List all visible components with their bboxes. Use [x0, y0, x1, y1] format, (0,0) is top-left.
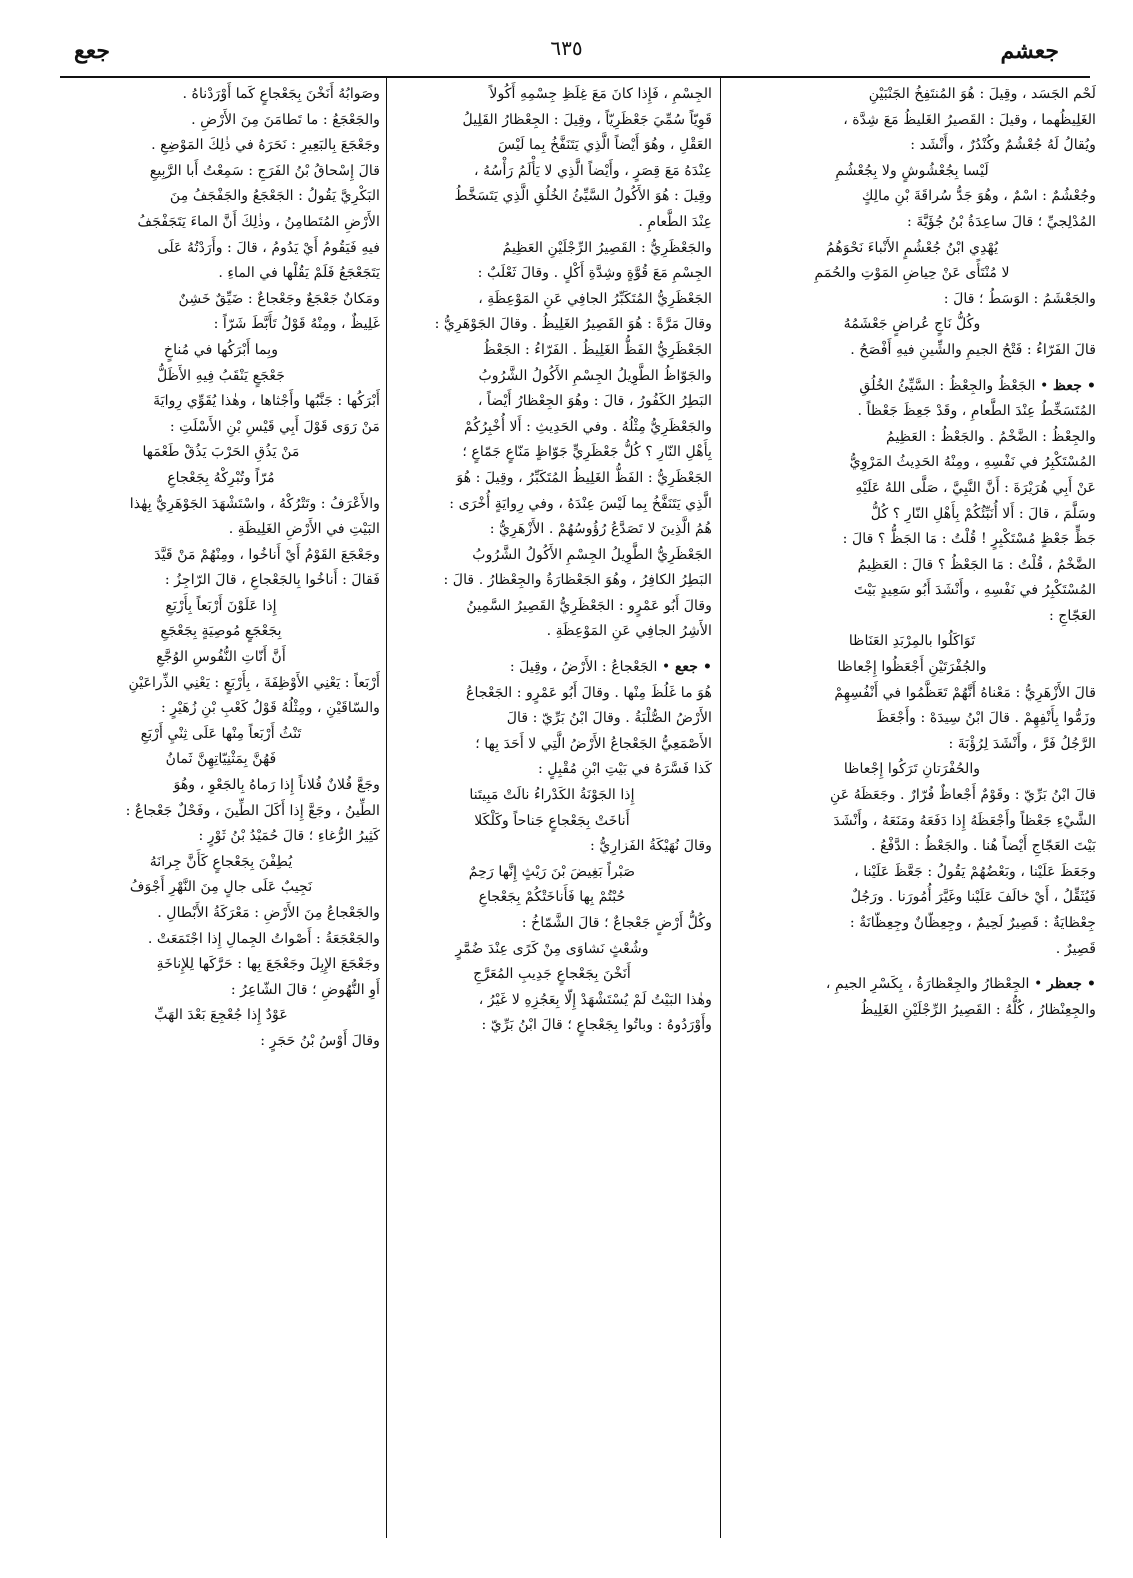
text-line: البَطِرُ الكافِرُ ، وهُوَ الجَعْظارَةُ والجِعْظارُ . قالَ : [443, 572, 712, 589]
text-line: الأَشِرُ الجافِي عَنِ المَوْعِظَةِ . [546, 623, 712, 640]
verse-line: صَبْراً بَغِيضَ بْنَ رَيْثٍ إِنَّها رَحِمٌ [468, 863, 636, 880]
text-line: فَيُثَقِّلُ ، أَيْ خالَفَ عَلَيْنا وغَيَّرَ أُمُورَنا . ورَجُلٌ [850, 889, 1096, 906]
text-line: يَتَجَعْجَعُ فَلَمْ يَقُلْها في الماءِ . [218, 265, 380, 282]
right-column [728, 82, 1096, 1538]
text-line: والجَوّاظُ الطَّوِيلُ الجِسْمِ الأَكُولُ الشَّرُوبُ [478, 367, 712, 384]
verse-line: وشُعْثٍ نَشاوَى مِنْ كَرًى عِنْدَ ضُمَّرٍ [455, 940, 649, 957]
text-line: وهٰذا البَيْتُ لَمْ يُسْتَشْهَدْ إِلّا بِعَجُزِهِ لا غَيْرُ ، [478, 991, 712, 1008]
text-line: قَوِيّاً سُمِّيَ جَعْظَرِيّاً ، وقِيلَ : الجِعْظارُ القَلِيلُ [462, 111, 712, 128]
verse-line: يُهْدِي ابْنُ جُعْشُمٍ الأَنْباءَ نَحْوَهُمُ [825, 239, 999, 256]
text-line: قالَ إِسْحاقُ بْنُ الفَرَجِ : سَمِعْتُ أَبا الرَّبِيعِ [149, 162, 380, 179]
verse-line: أَنَّ أَنّاتِ النُّفُوسِ الوُجَّعِ [156, 649, 286, 666]
text-line: الَّذِي يَتَنَفَّخُ بِما لَيْسَ عِنْدَهُ ، وفي رِوايَةٍ أُخْرَى : [449, 495, 712, 512]
column-divider [720, 78, 721, 1538]
verse-line: والحُفْرَتانِ تَرَكُوا إِجْعاظا [843, 761, 981, 778]
text-line: الأَرْضُ الصُّلْبَةُ . وقالَ ابْنُ بَرِّيّ : قالَ [506, 710, 712, 727]
text-line: وكُلُّ أَرْضٍ جَعْجاعٌ ؛ قالَ الشَّمّاخُ : [521, 915, 712, 931]
text-line: وأَوْرَدُوهُ : وباتُوا بِجَعْجاعٍ ؛ قالَ ابْنُ بَرِّيّ : [481, 1017, 712, 1034]
verse-line: إِذا الجَوْنَةُ الكَدْراءُ نالَتْ مَبِيتَنا [469, 787, 635, 804]
entry-bullet: • [697, 659, 712, 676]
text-line: هُمُ الَّذِينَ لا تَصَدَّعُ رُؤُوسُهُمْ . الأَزْهَرِيُّ : [489, 521, 712, 538]
text-line: الجَعْظَرِيُّ الطَّوِيلُ الجِسْمِ الأَكُولُ الشَّرُوبُ [472, 546, 712, 563]
text-line: وجَعَّ فُلانٌ فُلاناً إِذا رَماهُ بِالجَعْوِ ، وهُوَ [173, 777, 380, 794]
text-line: العَجّاجِ : [1048, 607, 1096, 624]
text-line: أَبْرَكُها : جَنَّبُها وأَجْثاها ، وهٰذا يُقَوِّي رِوايَةَ [153, 393, 380, 410]
text-line: الطِّينُ ، وجَعَّ إِذا أَكَلَ الطِّينَ ، وفَحْلٌ جَعْجاعٌ : [125, 802, 380, 819]
text-line: البَيْتِ في الأَرْضِ الغَلِيظَةِ . [228, 521, 380, 538]
entry-heading-line [392, 655, 712, 681]
text-line: وقالَ أَبُو عَمْرٍو : الجَعْظَرِيُّ القَصِيرُ السَّمِينُ [466, 597, 712, 614]
text-line: والجِعِنْظارُ ، كُلُّهُ : القَصِيرُ الرِّجْلَيْنِ الغَلِيظُ [860, 1001, 1096, 1018]
entry-text: الجَعْظُ والجِعْظُ : السَّيِّئُ الخُلُقِ [859, 377, 1036, 394]
text-line: جِعْظايَةٌ : قَصِيرٌ لَحِيمٌ ، وجِعِظّانٌ وجِعِظّانَةٌ : [849, 915, 1096, 931]
text-line: وصَوابُهُ أَنَخْنَ بِجَعْجاعٍ كَما أَوْرَدْناهُ . [182, 86, 380, 102]
verse-line: لا مُنْتَأًى عَنْ حِياضِ المَوْتِ والحُمَمِ [814, 265, 1010, 282]
text-line: الجِسْمِ ، فَإِذا كانَ مَعَ غِلَظِ جِسْمِهِ أَكُولاً [489, 86, 712, 102]
verse-line: يُطِفْنَ بِجَعْجاعٍ كَأَنَّ جِرانَهُ [149, 853, 293, 870]
headword-separator: • [1029, 976, 1047, 993]
text-line: البَطِرُ الكَفُورُ ، قالَ : وهُوَ الجِعْظارُ أَيْضاً ، [477, 393, 712, 410]
text-line: والجِعْظُ : الضَّخْمُ . والجَعْظُ : العَظِيمُ [886, 428, 1096, 445]
text-line: عِنْدَهُ مَعَ قِصَرٍ ، وأَيْضاً الَّذِي لا يَأْلَمُ رَأْسُهُ ، [473, 162, 712, 179]
text-line: الجِسْمِ مَعَ قُوَّةٍ وشِدَّةِ أَكْلٍ . وقالَ ثَعْلَبٌ : [477, 265, 712, 282]
header-rule [60, 76, 1090, 78]
text-line: الأَصْمَعِيُّ الجَعْجاعُ الأَرْضُ الَّتِي لا أَحَدَ بِها ؛ [475, 735, 712, 752]
text-line: بَيْتَ العَجّاجِ أَيْضاً هُنا . والجَعْظُ : الدَّفْعُ . [870, 838, 1096, 855]
entry-heading-line [728, 972, 1096, 998]
text-line: كَثِيرُ الرُّغاءِ ؛ قالَ حُمَيْدُ بْنُ ثَوْرٍ : [198, 828, 380, 845]
text-line: والجَعْشَمُ : الوَسَطُ ؛ قالَ : [943, 290, 1096, 307]
text-line: الجَعْظَرِيُّ الفَظُّ الغَلِيظُ . الفَرّاءُ : الجَعْظُ [482, 341, 712, 358]
text-line: فيهِ فَيَقُومُ أَيْ يَدُومُ ، قالَ : وأَرَدْتُهُ عَلَى [157, 239, 380, 256]
text-line: الغَلِيظُهما ، وقيلَ : القَصيرُ الغَليظُ مَعَ شِدَّة ، [843, 111, 1096, 128]
text-line: وسَلَّمَ ، قالَ : أَلا أُنَبِّئُكُمْ بِأَهْلِ النّارِ ؟ كُلُّ [870, 505, 1096, 522]
text-line: فَقالَ : أَناخُوا بِالجَعْجاعِ ، قالَ الرّاجِزُ : [164, 572, 380, 589]
text-line: المُسْتَكْبِرُ في نَفْسِهِ ، وأَنْشَدَ أَبُو سَعِيدٍ بَيْتَ [853, 582, 1096, 599]
headword-separator: • [657, 659, 675, 676]
text-line: والسّاقَيْنِ ، ومِثْلُهُ قَوْلُ كَعْبِ بْنِ زُهَيْرٍ : [160, 700, 380, 717]
text-line: غَلِيظٌ ، ومِنْهُ قَوْلُ تَأَبَّطَ شَرّاً : [213, 316, 380, 333]
middle-column [392, 82, 712, 1538]
text-line: وزَمُّوا بِأَنْفِهِمْ . قالَ ابْنُ سِيدَهْ : وأَجْعَظَ [876, 710, 1096, 727]
verse-line: عَوْدٌ إِذا جُعْجِعَ بَعْدَ الهَبِّ [154, 1007, 288, 1024]
text-line: عِنْدَ الطَّعامِ . [638, 213, 712, 230]
header-right-word: جعشم [1000, 38, 1059, 64]
text-line: عَنْ أَبِي هُرَيْرَةَ : أَنَّ النَّبِيَّ ، صَلَّى اللهُ عَلَيْهِ [855, 479, 1096, 496]
text-line: وجَعْجَعَ الإِبِلَ وجَعْجَعَ بِها : حَرَّكَها لِلإِناخَةِ [156, 956, 380, 973]
text-line: الأَرْضِ المُتَطامِنُ ، وذٰلِكَ أَنَّ الماءَ يَتَجَفْجَفُ [137, 213, 380, 230]
entry-text: الجَعْجاعُ : الأَرْضُ ، وقِيلَ : [509, 659, 658, 676]
entry-bullet: • [1081, 377, 1096, 394]
text-line: مَنْ رَوَى قَوْلَ أَبِي قَيْسِ بْنِ الأَسْلَتِ : [169, 418, 380, 435]
verse-line: فَهُنَّ بِمَثْنِيّاتِهِنَّ ثَمانُ [165, 751, 277, 768]
verse-line: والجُفْرَتَيْنِ أَجْعَظُوا إِجْعاظا [837, 659, 987, 676]
text-line: والأَعْرَفُ : وتَتْرُكْهُ ، واسْتَشْهَدَ الجَوْهَرِيُّ بِهٰذا [129, 495, 380, 512]
text-line: والجَعْجاعُ مِنَ الأَرْضِ : مَعْرَكَةُ الأَبْطالِ . [157, 905, 380, 921]
text-line: البَكْرِيَّ يَقُولُ : الجَعْجَعُ والجَفْجَفُ مِنَ [169, 188, 380, 205]
text-line: وجَعْجَعَ القَوْمُ أَيْ أَناخُوا ، ومِنْهُمْ مَنْ قَيَّدَ [154, 546, 380, 563]
text-line: أَرْبَعاً : يَعْنِي الأَوْظِفَةَ ، بِأَرْبَعٍ : يَعْنِي الذِّراعَيْنِ [128, 674, 380, 691]
verse-line: مَنْ يَذُقِ الحَرْبَ يَذُقْ طَعْمَها [142, 444, 300, 461]
headword: جعظ [1052, 377, 1082, 394]
verse-line: حُبْتُمْ بِها فَأَناخَتْكُمْ بِجَعْجاعِ [478, 889, 626, 906]
text-line: جَظٍّ جَعْظٍ مُسْتَكْبِرٍ ! قُلْتُ : مَا الجَظُّ ؟ قالَ : [842, 531, 1096, 548]
verse-line: إِذا عَلَوْنَ أَرْبَعاً بِأَرْبَعِ [165, 597, 277, 614]
verse-line: أَنَخْنَ بِجَعْجاعٍ جَدِيبِ المُعَرَّجِ [473, 966, 631, 983]
verse-line: نَجِيبٌ عَلَى جالٍ مِنَ النَّهْرِ أَجْوَفُ [129, 879, 313, 896]
verse-line: وكُلُّ نَاجٍ عُراضٍ جَعْشَمُهُ [843, 316, 981, 333]
text-line: العَقْلِ ، وهُوَ أَيْضاً الَّذِي يَتَنَفَّخُ بِما لَيْسَ [497, 137, 712, 154]
verse-line: بِجَعْجَعٍ مُوصِيَةٍ بِجَعْجَعِ [160, 623, 282, 640]
text-line: قالَ الأَزْهَرِيُّ : مَعْناهُ أَنَّهُمْ تَعَظَّمُوا في أَنْفُسِهِمْ [834, 684, 1096, 701]
headword: جعع [674, 659, 698, 676]
text-line: وقالَ نُهَيْكَةُ الفَزارِيُّ : [590, 838, 712, 855]
text-line: وقالَ أَوْسُ بْنُ حَجَرٍ : [260, 1032, 380, 1049]
text-line: قالَ الفَرّاءُ : فَتْحُ الجيمِ والشِّينِ فيهِ أَفْصَحُ . [850, 341, 1096, 358]
verse-line: تَنْثُ أَرْبَعاً مِنْها عَلَى ثِنْيِ أَرْبَعِ [140, 725, 302, 742]
text-line: الشَّيْءِ جَعْظاً وأَجْعَظَهُ إِذا دَفَعَهُ ومَنَعَهُ ، وأَنْشَدَ [833, 812, 1096, 829]
header-left-word: جعع [74, 38, 110, 64]
headword: جعظر [1046, 976, 1082, 993]
column-divider [386, 78, 387, 1538]
verse-line: وبِما أَبْرَكُها في مُناخٍ [163, 341, 279, 358]
text-line: ومَكانٌ جَعْجَعٌ وجَعْجاعٌ : ضَيِّقٌ خَشِنٌ [178, 290, 380, 307]
entry-text: الجِعْظارُ والجِعْظارَةُ ، بِكَسْرِ الجيمِ ، [825, 976, 1030, 993]
verse-line: مُرّاً وتُبْرِكْهُ بِجَعْجاعِ [167, 469, 275, 486]
text-line: وجُعْشُمٌ : اسْمٌ ، وهُوَ جَدُّ سُراقَةَ بْنِ مالِكٍ [861, 188, 1096, 205]
text-line: ويُقالُ لَهُ جُعْشُمٌ وكُنْدُرٌ ، وأَنْشَد : [910, 137, 1096, 154]
text-line: وقالَ مَرَّةً : هُوَ القَصِيرُ الغَلِيظُ . وقالَ الجَوْهَرِيُّ : [434, 316, 712, 333]
text-line: قَصِيرٌ . [1055, 940, 1096, 957]
headword-separator: • [1035, 377, 1053, 394]
text-line: المُدْلِجيِّ ؛ قالَ ساعِدَةُ بْنُ جُؤَيَّةَ : [907, 213, 1096, 230]
text-line: والجَعْظَرِيُّ : القَصِيرُ الرِّجْلَيْنِ العَظِيمُ [502, 239, 712, 256]
verse-line: لَيْسا بِجُعْشُوشٍ ولا بِجُعْشُمِ [835, 162, 989, 179]
text-line: المُسْتَكْبِرُ في نَفْسِهِ ، ومِنْهُ الحَدِيثُ المَرْوِيُّ [849, 454, 1096, 471]
left-column [62, 82, 380, 1538]
text-line: والجَعْجَعُ : ما تَطامَنَ مِنَ الأَرْضِ . [191, 111, 380, 128]
verse-line: تَوَاكَلُوا بالمِرْبَدِ العَنَاظا [848, 633, 976, 650]
text-line: هُوَ ما غَلُظَ مِنْها . وقالَ أَبُو عَمْرٍو : الجَعْجاعُ [466, 684, 712, 701]
text-line: بِأَهْلِ النّارِ ؟ كُلُّ جَعْظَرِيٍّ جَوّاظٍ مَنّاعٍ جَمّاعٍ ؛ [462, 444, 712, 461]
text-line: الرَّجُلُ فَرَّ ، وأَنْشَدَ لِرُؤْبَةَ : [948, 735, 1096, 752]
verse-line: جَعْجَعٍ يَنْقَبُ فِيهِ الأَظَلُّ [157, 367, 285, 384]
text-line: والجَعْجَعَةُ : أَصْواتُ الجِمالِ إِذا اجْتَمَعَتْ . [147, 930, 380, 947]
text-line: وقِيلَ : هُوَ الأَكُولُ السَّيِّئُ الخُلُقِ الَّذِي يَتَسَخَّطُ [454, 188, 712, 205]
text-line: الجَعْظَرِيُّ المُتَكَبِّرُ الجافِي عَنِ المَوْعِظَةِ ، [478, 290, 712, 307]
verse-line: أَناخَتْ بِجَعْجاعٍ جَناحاً وكَلْكَلا [474, 812, 630, 829]
text-line: الضَّخْمُ ، قُلْتُ : مَا الجَعْظُ ؟ قالَ : العَظِيمُ [857, 556, 1096, 573]
text-line: وجَعْجَعَ بِالبَعِيرِ : نَحَرَهُ في ذٰلِكَ المَوْضِعِ . [151, 137, 380, 154]
text-line: الجَعْظَرِيُّ : الفَظُّ الغَلِيظُ المُتَكَبِّرُ ، وقِيلَ : هُوَ [456, 469, 712, 486]
text-line: كَذا فَسَّرَهُ في بَيْتِ ابْنِ مُقْبِلٍ : [538, 761, 712, 778]
text-line: وجَعَظَ عَلَيْنا ، وبَعْضُهُمْ يَقُولُ : جَعَّظَ عَلَيْنا ، [854, 863, 1096, 880]
entry-heading-line [728, 374, 1096, 400]
text-line: لَحْم الجَسَد ، وقِيلَ : هُوَ المُنتَفِخُ الجَنْبَيْنِ [868, 86, 1096, 102]
text-line: قالَ ابْنُ بَرِّيّ : وقَوْمٌ أَجْعاظٌ فُرّارٌ . وجَعَظَهُ عَنِ [830, 787, 1096, 804]
page-number: ٦٣٥ [550, 36, 583, 60]
text-line: المُتَسَخِّطُ عِنْدَ الطَّعامِ ، وقَدْ جَعِظَ جَعْظاً . [857, 403, 1096, 420]
text-line: والجَعْظَرِيُّ مِثْلُهُ . وفي الحَدِيثِ : أَلا أُخْبِرُكُمْ [464, 418, 712, 435]
text-line: أَوِ النُّهُوضِ ؛ قالَ الشّاعِرُ : [230, 981, 380, 998]
entry-bullet: • [1081, 976, 1096, 993]
